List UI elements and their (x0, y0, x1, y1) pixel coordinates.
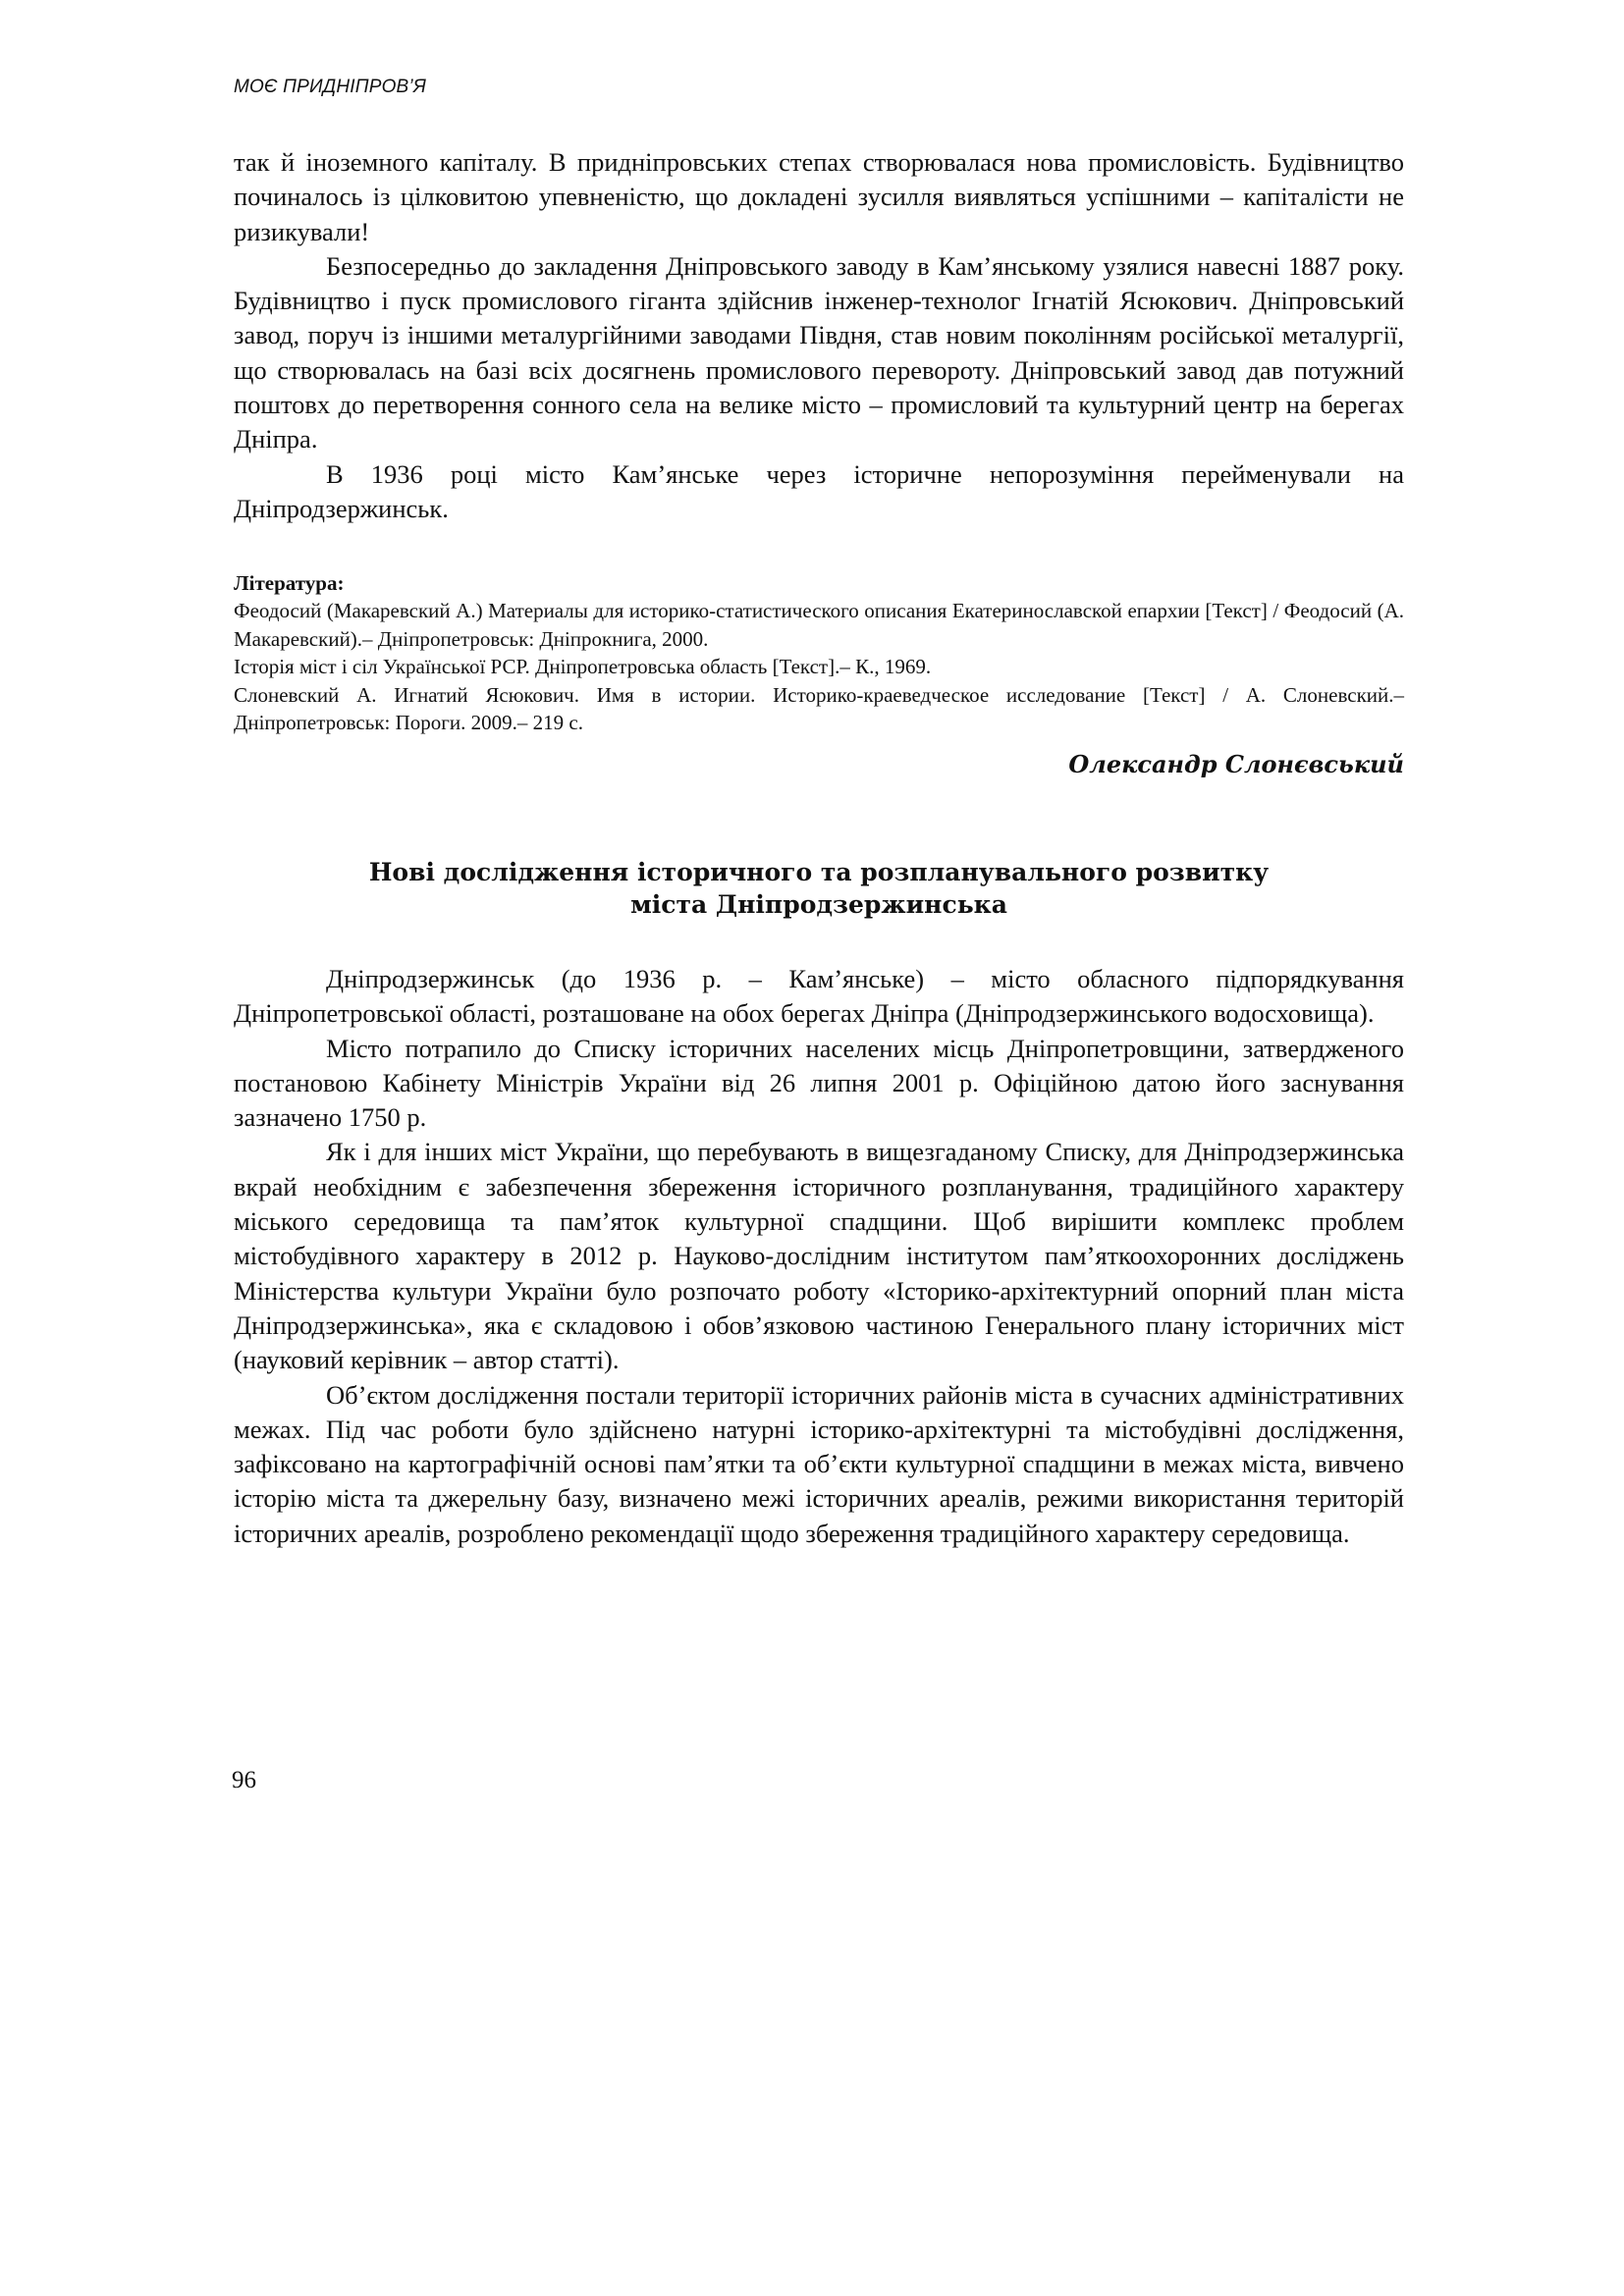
article2-body (234, 962, 1404, 1551)
article2-paragraph: Як і для інших міст України, що перебувають в вищезгаданому Списку, для Дніпродзержинська вкрай необхідним є забезпечення збереження історичного розпланування, традиційного характеру міського середовища та пам’яток культурної спадщини. Щоб вирішити комплекс проблем містобудівного характеру в 2012 р. Науково-дослідним інститутом пам’яткоохоронних досліджень Міністерства культури України було розпочато роботу «Історико-архітектурний опорний план міста Дніпродзержинська», яка є складовою і обов’язковою частиною Генерального плану історичних міст (науковий керівник – автор статті). (234, 1137, 1404, 1375)
author-block (234, 750, 1404, 778)
literature-item: Феодосий (Макаревский А.) Материалы для историко-статистического описания Екатеринославской епархии [Текст] / Феодосий (А. Макаревский).– Дніпропетровськ: Дніпрокнига, 2000. (234, 599, 1404, 651)
article-title-line2: міста Дніпродзержинська (630, 890, 1007, 919)
article2-title (234, 856, 1404, 921)
author-name: Олександр Слонєвський (1068, 750, 1404, 778)
article2-paragraph: Об’єктом дослідження постали території історичних районів міста в сучасних адміністративних межах. Під час роботи було здійснено натурні історико-архітектурні та містобудівні дослідження, зафіксовано на картографічній основі пам’ятки та об’єкти культурної спадщини в межах міста, вивчено історію міста та джерельну базу, визначено межі історичних ареалів, режими використання територій історичних ареалів, розроблено рекомендації щодо збереження традиційного характеру середовища. (234, 1379, 1404, 1548)
article1-paragraph: В 1936 році місто Кам’янське через історичне непорозуміння перейменували на Дніпродзержинськ. (234, 458, 1404, 523)
literature-item: Історія міст і сіл Української РСР. Дніпропетровська область [Текст].– К., 1969. (234, 655, 932, 678)
article2-paragraph: Місто потрапило до Списку історичних населених місць Дніпропетровщини, затвердженого постановою Кабінету Міністрів України від 26 липня 2001 р. Офіційною датою його заснування зазначено 1750 р. (234, 1033, 1404, 1133)
article1-paragraph: так й іноземного капіталу. В придніпровських степах створювалася нова промисловість. Будівництво починалось із цілковитою упевненістю, що докладені зусилля виявляться успішними – капіталісти не ризикували! (234, 147, 1404, 246)
literature-list (234, 597, 1404, 737)
literature-section (234, 569, 1404, 737)
article-title-line1: Нові дослідження історичного та розпланувального розвитку (368, 858, 1270, 886)
literature-heading: Література: (234, 571, 345, 595)
literature-item: Слоневский А. Игнатий Ясюкович. Имя в истории. Историко-краеведческое исследование [Текст] / А. Слоневский.– Дніпропетровськ: Пороги. 2009.– 219 с. (234, 682, 1404, 734)
article2-paragraph: Дніпродзержинськ (до 1936 р. – Кам’янське) – місто обласного підпорядкування Дніпропетровської області, розташоване на обох берегах Дніпра (Дніпродзержинського водосховища). (234, 964, 1404, 1029)
article1-body (234, 145, 1404, 526)
article1-paragraph: Безпосередньо до закладення Дніпровського заводу в Кам’янському узялися навесні 1887 року. Будівництво і пуск промислового гіганта здійснив інженер-технолог Ігнатій Ясюкович. Дніпровський завод, поруч із іншими металургійними заводами Півдня, став новим поколінням російської металургії, що створювалась на базі всіх досягнень промислового перевороту. Дніпровський завод дав потужний поштовх до перетворення сонного села на велике місто – промисловий та культурний центр на берегах Дніпра. (234, 250, 1404, 454)
page-number: 96 (232, 1767, 256, 1793)
running-header: МОЄ ПРИДНІПРОВ’Я (234, 77, 427, 97)
